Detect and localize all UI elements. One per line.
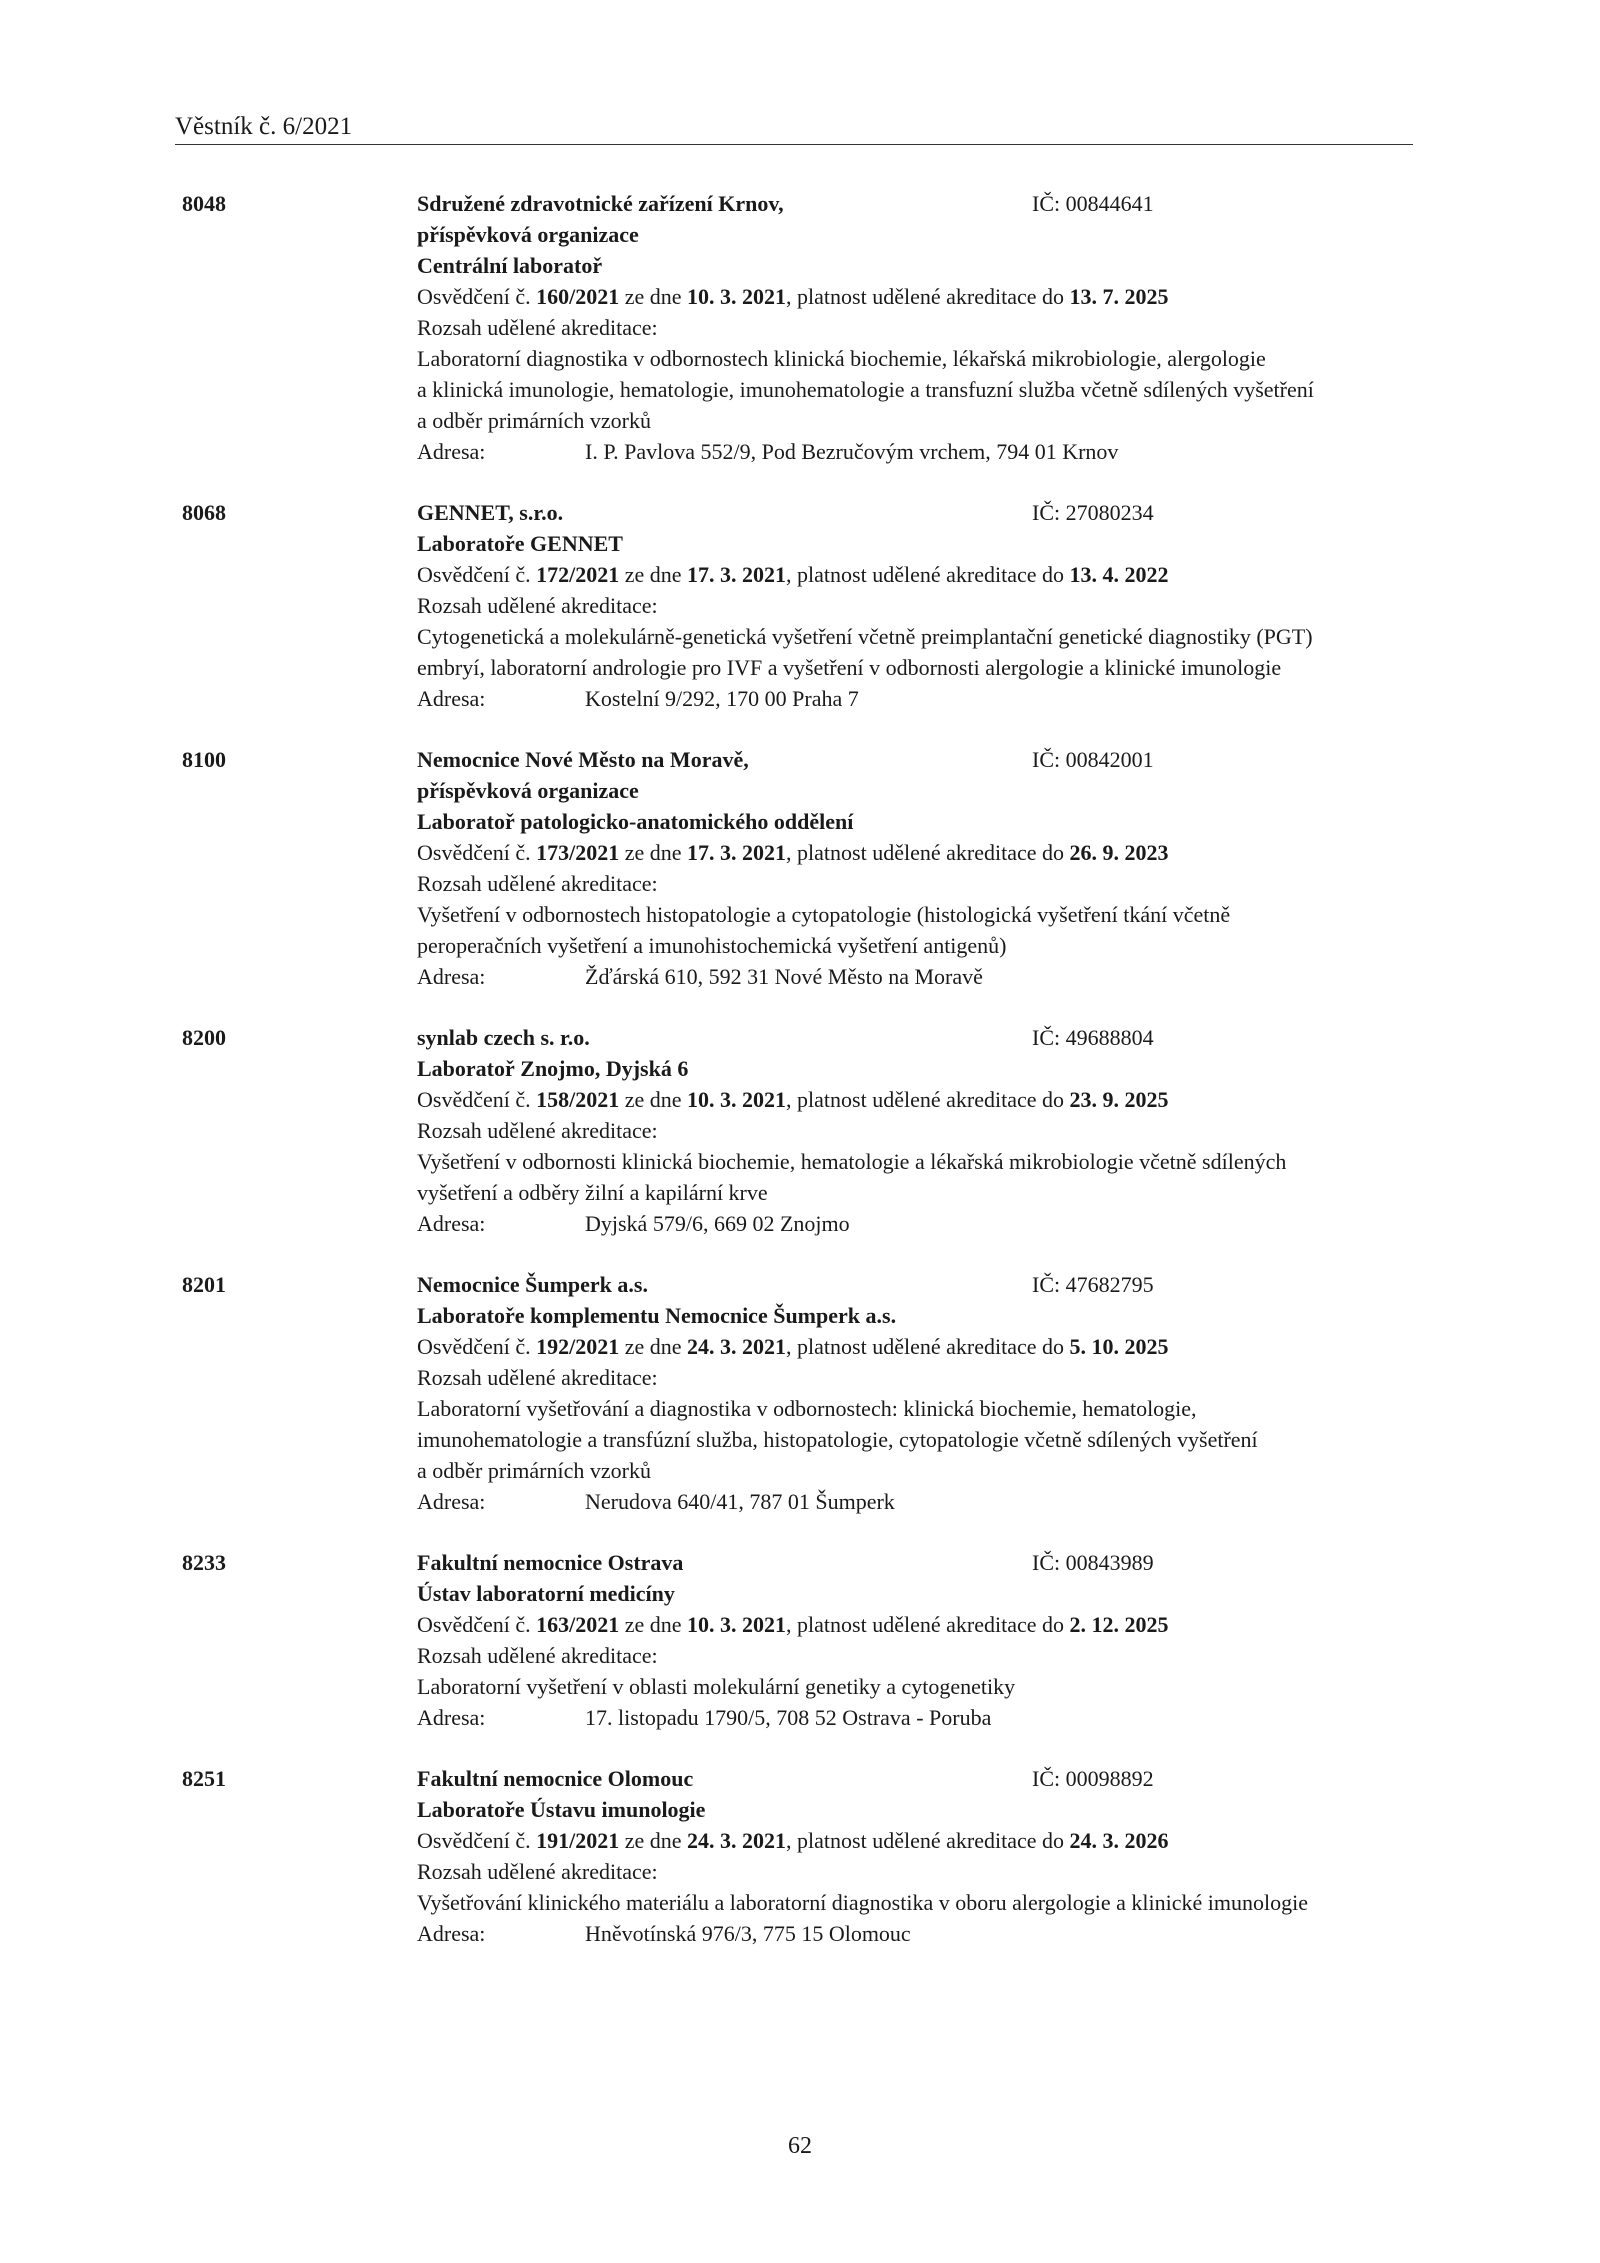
organization-name-line: příspěvková organizace [417, 778, 639, 803]
scope-text-line: a odběr primárních vzorků [417, 1458, 651, 1483]
address-value: Hněvotínská 976/3, 775 15 Olomouc [585, 1921, 911, 1946]
organization-name-line: příspěvková organizace [417, 222, 639, 247]
certificate-date: 17. 3. 2021 [687, 840, 787, 865]
accreditation-valid-until: 13. 4. 2022 [1069, 562, 1169, 587]
accreditation-entry [0, 497, 1600, 714]
scope-text-line: a klinická imunologie, hematologie, imunohematologie a transfuzní služba včetně sdílených vyšetření [417, 377, 1314, 402]
scope-text-line: Laboratorní diagnostika v odbornostech klinická biochemie, lékařská mikrobiologie, alergologie [417, 346, 1266, 371]
running-header [175, 112, 1413, 145]
scope-text-line: Laboratorní vyšetřování a diagnostika v odbornostech: klinická biochemie, hematologie, [417, 1396, 1197, 1421]
laboratory-name: Laboratoř patologicko-anatomického oddělení [417, 809, 854, 834]
journal-title: Věstník č. 6/2021 [175, 113, 353, 140]
entry-number: 8048 [182, 191, 226, 216]
entry-number: 8201 [182, 1272, 226, 1297]
laboratory-name: Laboratoř Znojmo, Dyjská 6 [417, 1056, 689, 1081]
accreditation-valid-until: 5. 10. 2025 [1069, 1334, 1169, 1359]
scope-label: Rozsah udělené akreditace: [417, 1643, 658, 1668]
accreditation-entry [0, 1763, 1600, 1949]
entry-body [417, 744, 1417, 992]
address-line [417, 1702, 1417, 1733]
certificate-number: 160/2021 [536, 284, 620, 309]
organization-name-line: Nemocnice Šumperk a.s. IČ: 47682795 [417, 1269, 1417, 1300]
certificate-number: 172/2021 [536, 562, 620, 587]
ico-number: IČ: 47682795 [1032, 1272, 1154, 1297]
address-label: Adresa: [417, 1705, 486, 1730]
scope-text-line: Vyšetření v odbornosti klinická biochemie, hematologie a lékařská mikrobiologie včetně sdílených [417, 1149, 1287, 1174]
address-label: Adresa: [417, 964, 486, 989]
certificate-date: 10. 3. 2021 [687, 284, 787, 309]
address-label: Adresa: [417, 1921, 486, 1946]
certificate-date: 24. 3. 2021 [687, 1828, 787, 1853]
scope-text-line: peroperačních vyšetření a imunohistochemická vyšetření antigenů) [417, 933, 1007, 958]
ico-number: IČ: 27080234 [1032, 500, 1154, 525]
accreditation-valid-until: 26. 9. 2023 [1069, 840, 1169, 865]
scope-label: Rozsah udělené akreditace: [417, 1365, 658, 1390]
accreditation-valid-until: 13. 7. 2025 [1069, 284, 1169, 309]
scope-label: Rozsah udělené akreditace: [417, 593, 658, 618]
laboratory-name: Laboratoře GENNET [417, 531, 623, 556]
accreditation-entry [0, 1269, 1600, 1517]
certificate-line: Osvědčení č. 158/2021 ze dne 10. 3. 2021, platnost udělené akreditace do 23. 9. 2025 [417, 1087, 1169, 1112]
ico-number: IČ: 00842001 [1032, 747, 1154, 772]
laboratory-name: Centrální laboratoř [417, 253, 603, 278]
certificate-date: 24. 3. 2021 [687, 1334, 787, 1359]
accreditation-entry [0, 1022, 1600, 1239]
address-line [417, 1208, 1417, 1239]
address-value: Dyjská 579/6, 669 02 Znojmo [585, 1211, 850, 1236]
organization-name-line: GENNET, s.r.o. IČ: 27080234 [417, 497, 1417, 528]
certificate-line: Osvědčení č. 192/2021 ze dne 24. 3. 2021, platnost udělené akreditace do 5. 10. 2025 [417, 1334, 1169, 1359]
scope-text-line: embryí, laboratorní andrologie pro IVF a vyšetření v odbornosti alergologie a klinické imunologie [417, 655, 1282, 680]
certificate-number: 173/2021 [536, 840, 620, 865]
certificate-number: 191/2021 [536, 1828, 620, 1853]
organization-name-line: synlab czech s. r.o. IČ: 49688804 [417, 1022, 1417, 1053]
certificate-number: 192/2021 [536, 1334, 620, 1359]
address-value: I. P. Pavlova 552/9, Pod Bezručovým vrchem, 794 01 Krnov [585, 439, 1119, 464]
ico-number: IČ: 49688804 [1032, 1025, 1154, 1050]
certificate-number: 158/2021 [536, 1087, 620, 1112]
scope-text-line: Vyšetření v odbornostech histopatologie a cytopatologie (histologická vyšetření tkání včetně [417, 902, 1231, 927]
address-value: Žďárská 610, 592 31 Nové Město na Moravě [585, 964, 983, 989]
certificate-line: Osvědčení č. 172/2021 ze dne 17. 3. 2021, platnost udělené akreditace do 13. 4. 2022 [417, 562, 1169, 587]
address-line [417, 1918, 1417, 1949]
ico-number: IČ: 00098892 [1032, 1766, 1154, 1791]
ico-number: IČ: 00843989 [1032, 1550, 1154, 1575]
entry-number: 8251 [182, 1766, 226, 1791]
address-label: Adresa: [417, 439, 486, 464]
organization-name-line: Fakultní nemocnice Ostrava IČ: 00843989 [417, 1547, 1417, 1578]
organization-name-line: Sdružené zdravotnické zařízení Krnov, IČ: 00844641 [417, 188, 1417, 219]
certificate-date: 17. 3. 2021 [687, 562, 787, 587]
scope-text-line: vyšetření a odběry žilní a kapilární krve [417, 1180, 768, 1205]
accreditation-valid-until: 2. 12. 2025 [1069, 1612, 1169, 1637]
entry-body [417, 188, 1417, 467]
laboratory-name: Laboratoře komplementu Nemocnice Šumperk a.s. [417, 1303, 897, 1328]
accreditation-entry [0, 188, 1600, 467]
scope-text-line: Vyšetřování klinického materiálu a laboratorní diagnostika v oboru alergologie a klinické imunologie [417, 1890, 1308, 1915]
entry-body [417, 1763, 1417, 1949]
address-label: Adresa: [417, 1211, 486, 1236]
scope-text-line: Laboratorní vyšetření v oblasti molekulární genetiky a cytogenetiky [417, 1674, 1016, 1699]
scope-text-line: Cytogenetická a molekulárně-genetická vyšetření včetně preimplantační genetické diagnostiky (PGT) [417, 624, 1313, 649]
accreditation-list [0, 188, 1600, 1979]
page-number: 62 [788, 2133, 812, 2159]
organization-name-line: Nemocnice Nové Město na Moravě, IČ: 00842001 [417, 744, 1417, 775]
address-label: Adresa: [417, 1489, 486, 1514]
scope-label: Rozsah udělené akreditace: [417, 871, 658, 896]
accreditation-entry [0, 1547, 1600, 1733]
accreditation-entry [0, 744, 1600, 992]
entry-body [417, 1022, 1417, 1239]
laboratory-name: Laboratoře Ústavu imunologie [417, 1797, 706, 1822]
address-value: Nerudova 640/41, 787 01 Šumperk [585, 1489, 895, 1514]
address-value: Kostelní 9/292, 170 00 Praha 7 [585, 686, 859, 711]
scope-label: Rozsah udělené akreditace: [417, 315, 658, 340]
entry-number: 8068 [182, 500, 226, 525]
certificate-line: Osvědčení č. 173/2021 ze dne 17. 3. 2021, platnost udělené akreditace do 26. 9. 2023 [417, 840, 1169, 865]
address-line [417, 683, 1417, 714]
entry-body [417, 1269, 1417, 1517]
organization-name-line: Fakultní nemocnice Olomouc IČ: 00098892 [417, 1763, 1417, 1794]
scope-label: Rozsah udělené akreditace: [417, 1118, 658, 1143]
entry-number: 8233 [182, 1550, 226, 1575]
entry-number: 8100 [182, 747, 226, 772]
certificate-line: Osvědčení č. 163/2021 ze dne 10. 3. 2021, platnost udělené akreditace do 2. 12. 2025 [417, 1612, 1169, 1637]
entry-number: 8200 [182, 1025, 226, 1050]
certificate-number: 163/2021 [536, 1612, 620, 1637]
entry-body [417, 1547, 1417, 1733]
ico-number: IČ: 00844641 [1032, 191, 1154, 216]
address-line [417, 436, 1417, 467]
accreditation-valid-until: 24. 3. 2026 [1069, 1828, 1169, 1853]
scope-text-line: a odběr primárních vzorků [417, 408, 651, 433]
address-value: 17. listopadu 1790/5, 708 52 Ostrava - Poruba [585, 1705, 992, 1730]
scope-text-line: imunohematologie a transfúzní služba, histopatologie, cytopatologie včetně sdílených vyšetření [417, 1427, 1258, 1452]
address-label: Adresa: [417, 686, 486, 711]
scope-label: Rozsah udělené akreditace: [417, 1859, 658, 1884]
address-line [417, 1486, 1417, 1517]
address-line [417, 961, 1417, 992]
accreditation-valid-until: 23. 9. 2025 [1069, 1087, 1169, 1112]
certificate-line: Osvědčení č. 191/2021 ze dne 24. 3. 2021, platnost udělené akreditace do 24. 3. 2026 [417, 1828, 1169, 1853]
certificate-date: 10. 3. 2021 [687, 1087, 787, 1112]
certificate-line: Osvědčení č. 160/2021 ze dne 10. 3. 2021, platnost udělené akreditace do 13. 7. 2025 [417, 284, 1169, 309]
laboratory-name: Ústav laboratorní medicíny [417, 1581, 675, 1606]
certificate-date: 10. 3. 2021 [687, 1612, 787, 1637]
entry-body [417, 497, 1417, 714]
